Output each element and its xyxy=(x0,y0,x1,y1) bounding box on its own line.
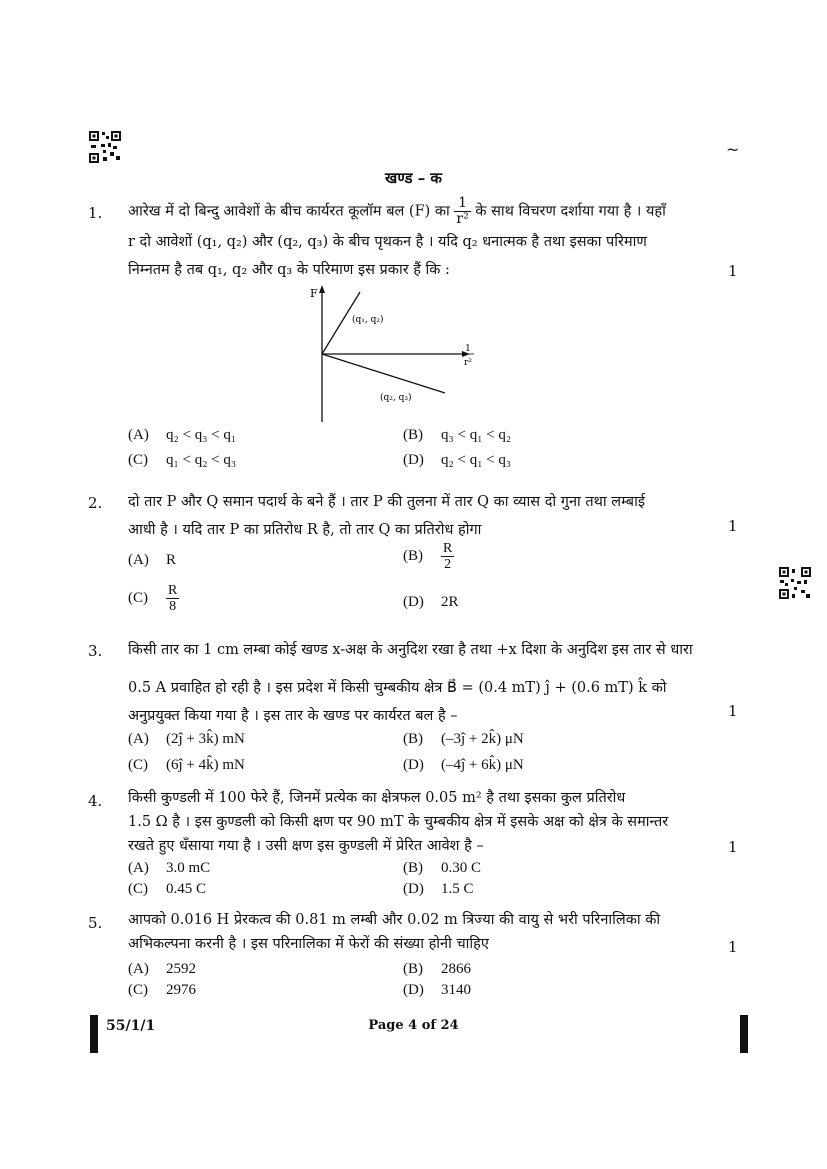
graph-y-label: F xyxy=(310,287,318,300)
fraction-denominator: 2 xyxy=(444,557,452,572)
question-4-text xyxy=(128,786,703,858)
question-2-line1: दो तार P और Q समान पदार्थ के बने हैं । तार P की तुलना में तार Q का व्यास दो गुना तथा लम्बाई xyxy=(128,494,645,510)
option-text: 2866 xyxy=(441,961,471,977)
option-label: (C) xyxy=(128,881,148,897)
option-text: q₁ < q₂ < q₃ xyxy=(166,452,237,468)
section-title: खण्ड – क xyxy=(385,169,442,187)
fraction-denominator: r² xyxy=(456,211,469,227)
tilde-mark: ~ xyxy=(726,140,740,159)
question-2-marks: 1 xyxy=(728,517,738,535)
option-label: (D) xyxy=(403,594,424,610)
question-3-marks: 1 xyxy=(728,702,738,720)
question-1-option-d xyxy=(403,452,511,469)
option-label: (A) xyxy=(128,427,149,443)
option-text: 2592 xyxy=(166,961,196,977)
fraction-numerator: R xyxy=(443,541,453,556)
question-4-line2: 1.5 Ω है । इस कुण्डली को किसी क्षण पर 90 mT के चुम्बकीय क्षेत्र में इसके अक्ष को क्षेत्र के समान्तर xyxy=(128,814,669,830)
question-2-line2: आधी है । यदि तार P का प्रतिरोध R है, तो तार Q का प्रतिरोध होगा xyxy=(128,522,482,538)
graph-x-label-numerator: 1 xyxy=(465,344,471,354)
option-label: (D) xyxy=(403,757,424,773)
option-label: (B) xyxy=(403,860,423,876)
graph-line-q2-q3 xyxy=(322,354,445,393)
question-3-line2: 0.5 A प्रवाहित हो रही है । इस प्रदेश में किसी चुम्बकीय क्षेत्र B⃗ = (0.4 mT) ĵ + (0.6 mT) k̂ को xyxy=(128,680,667,696)
option-text: 2R xyxy=(441,594,459,610)
question-5-line2: अभिकल्पना करनी है । इस परिनालिका में फेरों की संख्या होनी चाहिए xyxy=(128,936,489,952)
question-1-text-part1: आरेख में दो बिन्दु आवेशों के बीच कार्यरत कूलॉम बल (F) का xyxy=(128,203,450,220)
option-text: 0.30 C xyxy=(441,860,482,876)
question-5-line1: आपको 0.016 H प्रेरकत्व की 0.81 m लम्बी और 0.02 m त्रिज्या की वायु से भरी परिनालिका की xyxy=(128,912,661,928)
option-text: 1.5 C xyxy=(441,881,474,897)
option-text: (–4ĵ + 6k̂) μN xyxy=(441,757,524,773)
question-4-option-a xyxy=(128,860,210,877)
option-label: (A) xyxy=(128,731,149,747)
option-label: (B) xyxy=(403,427,423,443)
option-text: q₂ < q₃ < q₁ xyxy=(166,427,237,443)
fraction-numerator: R xyxy=(168,583,178,598)
option-text: 0.45 C xyxy=(166,881,207,897)
option-label: (C) xyxy=(128,452,148,468)
question-1-number: 1. xyxy=(88,204,103,222)
coulomb-force-graph xyxy=(300,280,500,430)
option-text: 3.0 mC xyxy=(166,860,211,876)
option-text: q₂ < q₁ < q₃ xyxy=(441,452,512,468)
option-label: (B) xyxy=(403,961,423,977)
option-fraction xyxy=(166,583,179,614)
question-2-number: 2. xyxy=(88,494,103,512)
question-3-option-c xyxy=(128,757,245,774)
question-1-text xyxy=(128,196,703,284)
question-4-line3: रखते हुए धँसाया गया है । उसी क्षण इस कुण्डली में प्रेरित आवेश है – xyxy=(128,838,484,854)
option-fraction xyxy=(441,541,454,572)
fraction-numerator: 1 xyxy=(454,196,470,212)
question-2-text xyxy=(128,488,703,544)
question-1-option-c xyxy=(128,452,236,469)
paper-code: 55/1/1 xyxy=(106,1018,156,1034)
question-1-fraction xyxy=(454,196,470,227)
question-3-line3: अनुप्रयुक्त किया गया है । इस तार के खण्ड पर कार्यरत बल है – xyxy=(128,708,458,724)
question-4-marks: 1 xyxy=(728,838,738,856)
graph-upper-line-label: (q₁, q₂) xyxy=(352,315,384,325)
option-label: (A) xyxy=(128,961,149,977)
question-3-option-a xyxy=(128,731,245,748)
question-5-option-b xyxy=(403,961,471,978)
question-5-option-d xyxy=(403,982,471,999)
question-4-option-b xyxy=(403,860,481,877)
question-1-line2: r दो आवेशों (q₁, q₂) और (q₂, q₃) के बीच पृथकन है । यदि q₂ धनात्मक है तथा इसका परिमाण xyxy=(128,234,647,250)
question-4-option-c xyxy=(128,881,206,898)
qr-code-right xyxy=(778,566,812,600)
fraction-denominator: 8 xyxy=(169,599,177,614)
question-5-text xyxy=(128,908,703,956)
question-1-marks: 1 xyxy=(728,262,738,280)
question-1-option-a xyxy=(128,427,236,444)
question-5-option-a xyxy=(128,961,196,978)
question-3-option-b xyxy=(403,731,524,748)
option-text: (–3ĵ + 2k̂) μN xyxy=(441,731,524,747)
question-5-marks: 1 xyxy=(728,938,738,956)
question-1-line3: निम्नतम है तब q₁, q₂ और q₃ के परिमाण इस प्रकार हैं कि : xyxy=(128,262,450,278)
option-label: (B) xyxy=(403,731,423,747)
question-4-line1: किसी कुण्डली में 100 फेरे हैं, जिनमें प्रत्येक का क्षेत्रफल 0.05 m² है तथा इसका कुल प्रतिरोध xyxy=(128,790,626,806)
option-label: (A) xyxy=(128,552,149,568)
graph-x-label-denominator: r² xyxy=(464,358,472,368)
option-label: (D) xyxy=(403,881,424,897)
question-2-option-a xyxy=(128,552,176,569)
option-label: (A) xyxy=(128,860,149,876)
option-label: (D) xyxy=(403,982,424,998)
footer-right-bar xyxy=(740,1015,748,1053)
question-2-option-c xyxy=(128,583,179,614)
option-label: (C) xyxy=(128,757,148,773)
question-3-number: 3. xyxy=(88,642,103,660)
question-2-option-b xyxy=(403,541,454,572)
question-3-text xyxy=(128,636,703,730)
question-2-option-d xyxy=(403,594,459,611)
question-4-option-d xyxy=(403,881,474,898)
option-text: (2ĵ + 3k̂) mN xyxy=(166,731,245,747)
question-1-option-b xyxy=(403,427,511,444)
page-number: Page 4 of 24 xyxy=(368,1018,459,1033)
question-3-option-d xyxy=(403,757,524,774)
graph-lower-line-label: (q₂, q₃) xyxy=(380,393,412,403)
question-1-text-part2: के साथ विचरण दर्शाया गया है । यहाँ xyxy=(475,203,666,220)
option-label: (D) xyxy=(403,452,424,468)
option-label: (C) xyxy=(128,590,148,606)
qr-code-top-left xyxy=(88,130,122,164)
option-text: (6ĵ + 4k̂) mN xyxy=(166,757,245,773)
option-label: (C) xyxy=(128,982,148,998)
question-5-number: 5. xyxy=(88,914,103,932)
option-text: 3140 xyxy=(441,982,471,998)
question-5-option-c xyxy=(128,982,196,999)
question-4-number: 4. xyxy=(88,792,103,810)
question-3-line1: किसी तार का 1 cm लम्बा कोई खण्ड x-अक्ष के अनुदिश रखा है तथा +x दिशा के अनुदिश इस तार से धारा xyxy=(128,642,693,658)
option-label: (B) xyxy=(403,548,423,564)
option-text: 2976 xyxy=(166,982,196,998)
option-text: R xyxy=(166,552,177,568)
option-text: q₃ < q₁ < q₂ xyxy=(441,427,512,443)
y-axis-arrowhead xyxy=(319,285,325,293)
